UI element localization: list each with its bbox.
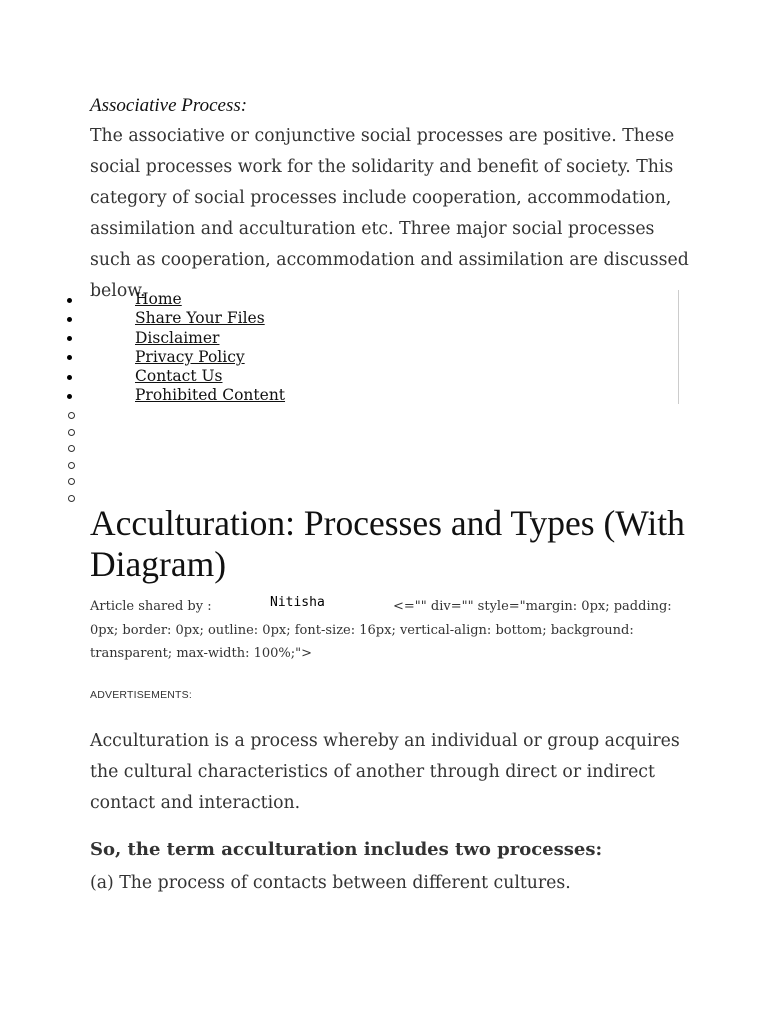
bullet-icon	[67, 298, 72, 303]
list-item	[68, 490, 78, 507]
bullet-icon	[67, 355, 72, 360]
circle-bullet-icon	[68, 478, 75, 485]
nav-item-disclaimer	[58, 329, 678, 348]
byline	[90, 595, 690, 666]
nav-item-prohibited-content	[58, 386, 678, 405]
nav-item-home	[58, 290, 678, 309]
section-paragraph: The associative or conjunctive social processes are positive. These social processes work for the solidarity and benefit of society. This category of social processes include cooperation, accommodation, assimilation and acculturation etc. Three major social processes such as cooperation, accommodation and assimilation are discussed below.	[90, 126, 689, 301]
bullet-icon	[67, 375, 72, 380]
circle-bullet-icon	[68, 445, 75, 452]
footer-nav	[58, 290, 679, 404]
list-item	[68, 457, 78, 474]
advertisements-label: ADVERTISEMENTS:	[90, 689, 192, 701]
stray-markup-text: <="" div="" style="margin: 0px; padding: 0px; border: 0px; outline: 0px; font-size: 16px; vertical-align: bottom; background: transparent; max-width: 100%;">	[90, 599, 672, 661]
subheading: So, the term acculturation includes two processes:	[90, 839, 603, 860]
nav-item-share-your-files	[58, 309, 678, 328]
shared-by-label: Article shared by :	[90, 599, 212, 614]
section-heading-text: Associative Process	[90, 95, 241, 116]
nav-item-privacy-policy	[58, 348, 678, 367]
circle-bullet-icon	[68, 429, 75, 436]
list-item	[68, 407, 78, 424]
list-item	[68, 424, 78, 441]
nav-link-contact-us[interactable]: Contact Us	[135, 367, 223, 386]
circle-bullet-icon	[68, 462, 75, 469]
section-heading	[90, 95, 247, 117]
nav-link-privacy-policy[interactable]: Privacy Policy	[135, 347, 245, 366]
nav-list	[58, 290, 678, 406]
bullet-icon	[67, 317, 72, 322]
circle-bullet-icon	[68, 412, 75, 419]
empty-sub-list	[68, 407, 78, 507]
intro-paragraph: Acculturation is a process whereby an individual or group acquires the cultural characteristics of another through direct or indirect contact and interaction.	[90, 731, 680, 813]
nav-link-home[interactable]: Home	[135, 290, 182, 308]
nav-link-prohibited-content[interactable]: Prohibited Content	[135, 386, 286, 405]
list-item	[68, 473, 78, 490]
list-item	[68, 440, 78, 457]
article-title: Acculturation: Processes and Types (With Diagram)	[90, 503, 685, 584]
nav-item-contact-us	[58, 367, 678, 386]
process-a-text: (a) The process of contacts between different cultures.	[90, 873, 571, 893]
bullet-icon	[67, 394, 72, 399]
bullet-icon	[67, 336, 72, 341]
circle-bullet-icon	[68, 495, 75, 502]
section-heading-colon: :	[240, 95, 248, 116]
nav-link-share-your-files[interactable]: Share Your Files	[135, 309, 265, 328]
nav-link-disclaimer[interactable]: Disclaimer	[135, 328, 220, 347]
author-name[interactable]: Nitisha	[270, 595, 325, 610]
